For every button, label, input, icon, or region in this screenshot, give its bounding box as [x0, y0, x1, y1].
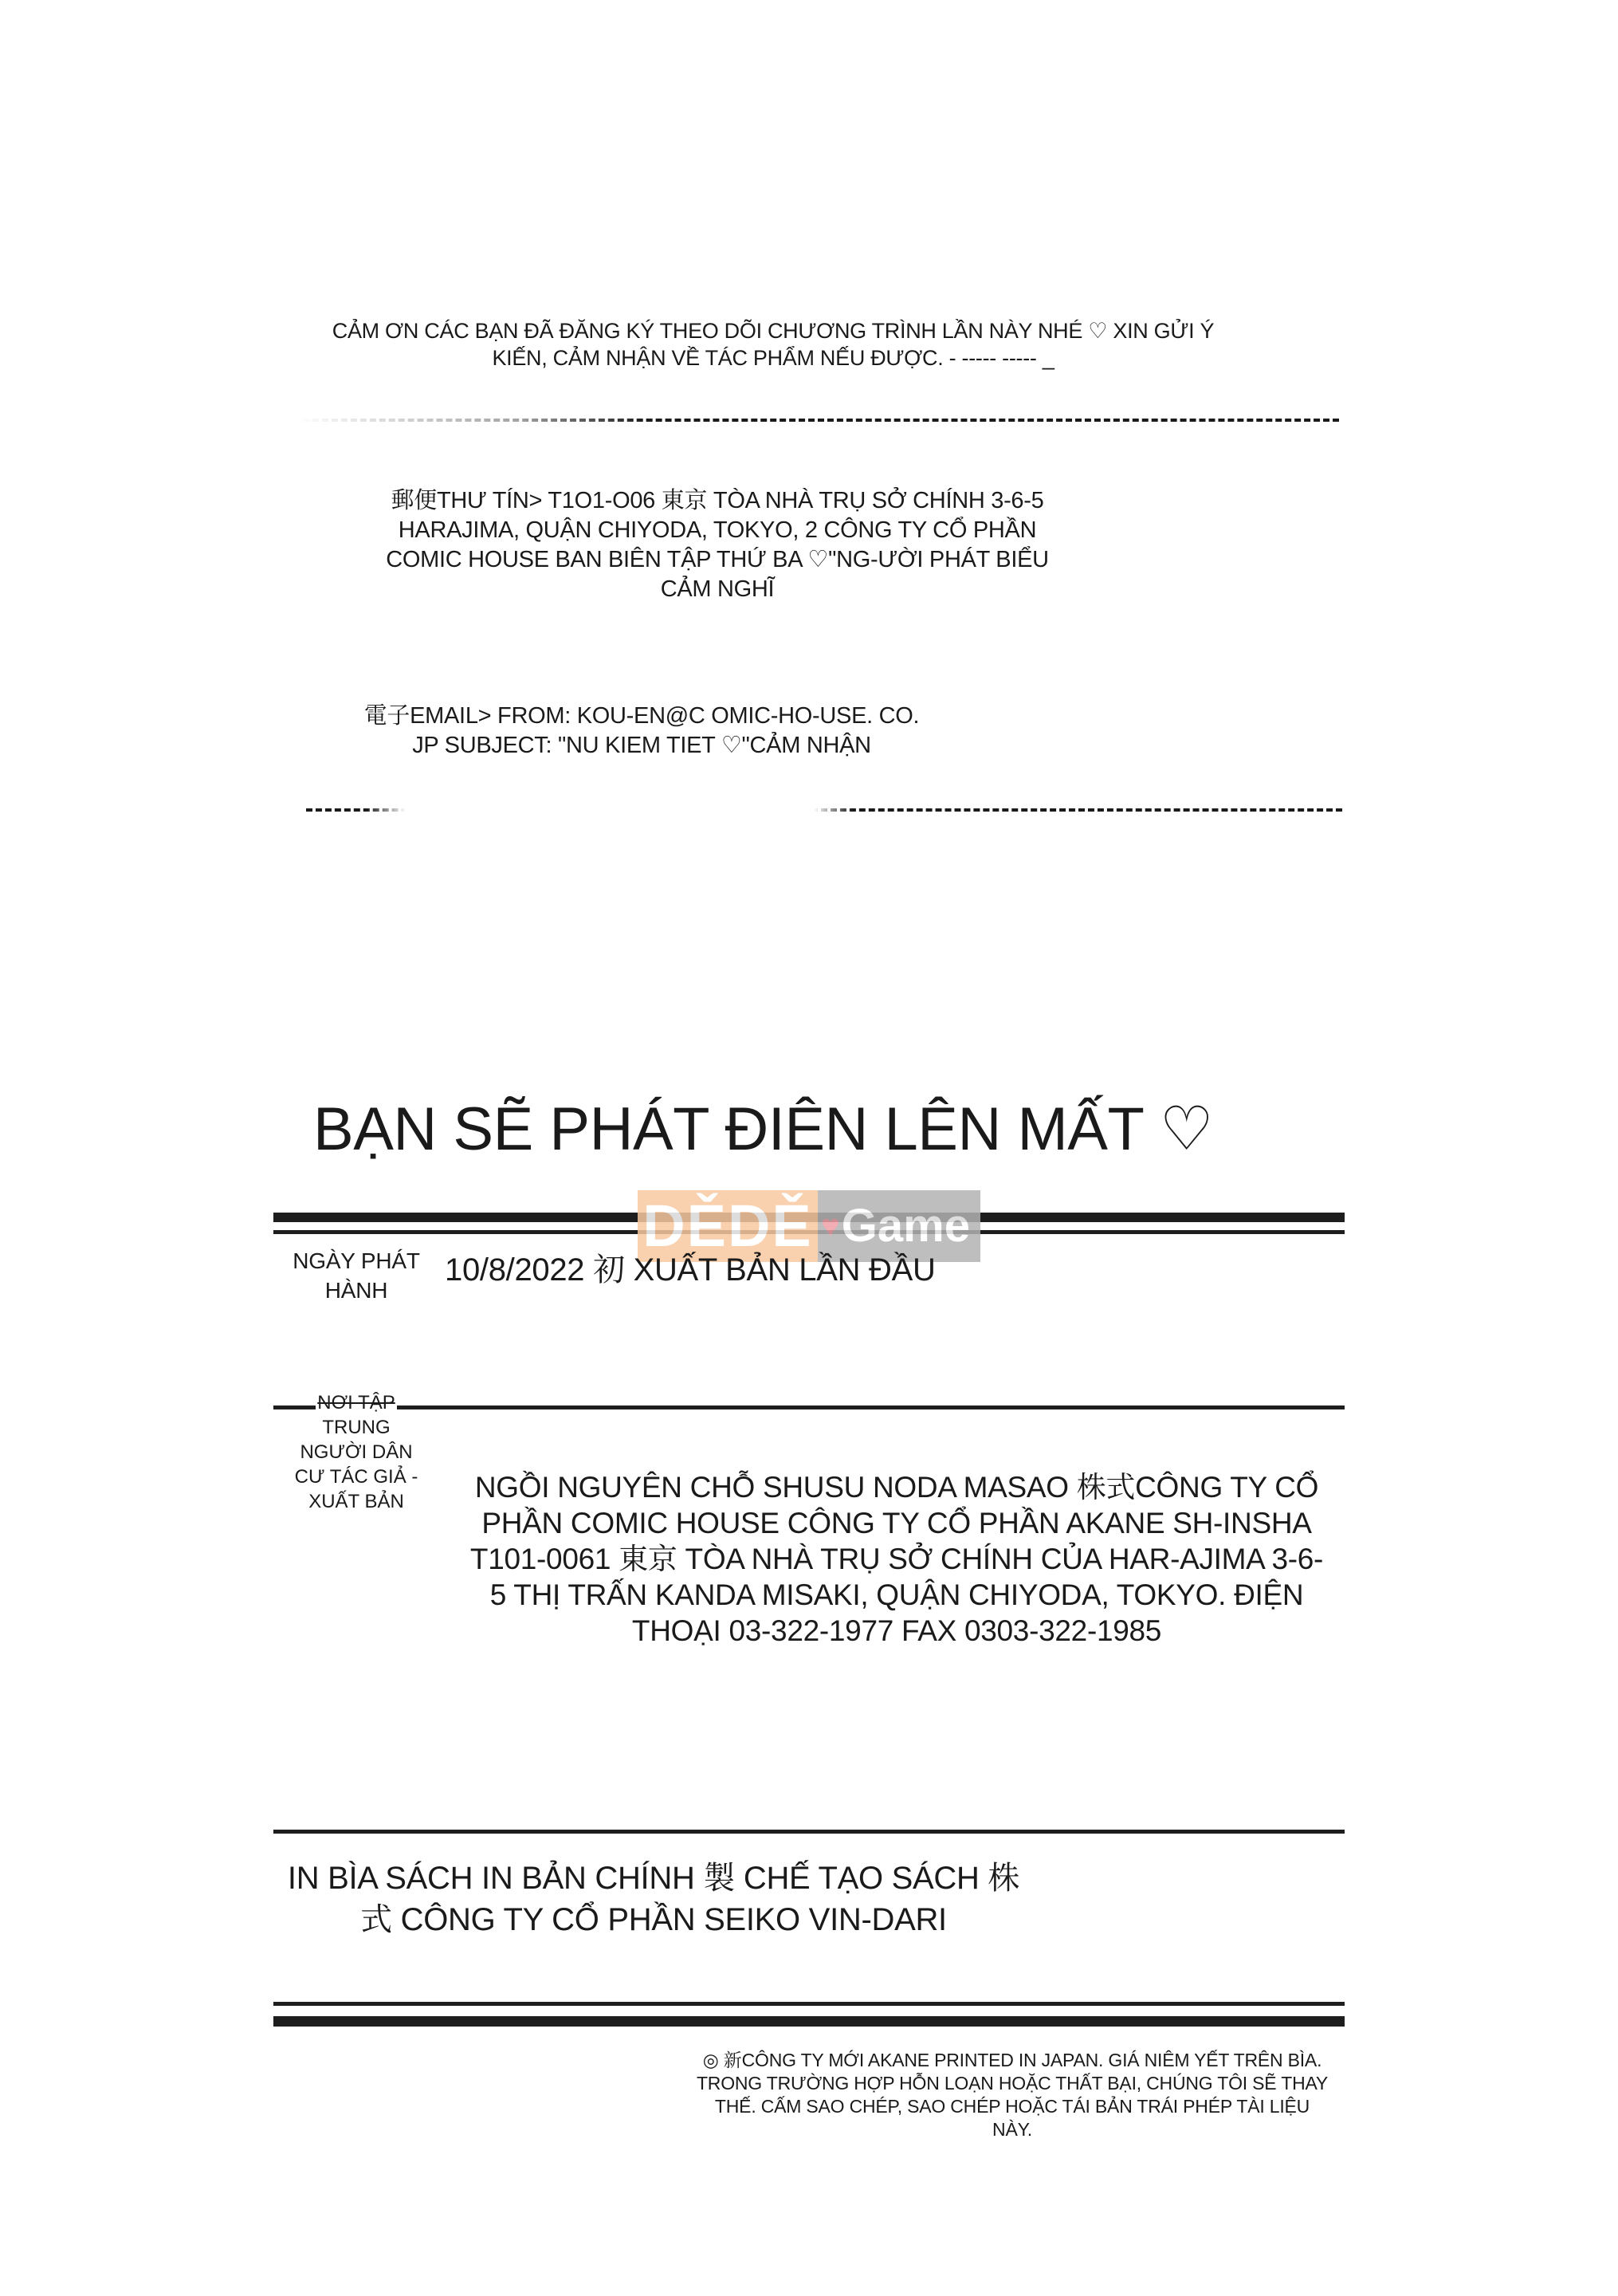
watermark-game-text: Game [841, 1200, 970, 1252]
rule-thick-bottom [273, 2016, 1345, 2027]
rule-middle [273, 1406, 1345, 1409]
printer-info: IN BÌA SÁCH IN BẢN CHÍNH 製 CHẾ TẠO SÁCH 株式 CÔNG TY CỔ PHẦN SEIKO VIN-DARI [287, 1861, 1020, 1937]
reader-thanks-note: CẢM ƠN CÁC BẠN ĐÃ ĐĂNG KÝ THEO DÕI CHƯƠNG TRÌNH LẦN NÀY NHÉ ♡ XIN GỬI Ý KIẾN, CẢM NHẬN VỀ TÁC PHẨM NẾU ĐƯỢC. - ----- ----- _ [332, 319, 1215, 370]
book-title: BẠN SẼ PHÁT ĐIÊN LÊN MẤT ♡ [313, 1095, 1214, 1163]
dashed-divider-fade [295, 411, 933, 427]
email-address-block: 電子EMAIL> FROM: KOU-EN@C OMIC-HO-USE. CO. JP SUBJECT: "NU KIEM TIET ♡"CẢM NHẬN [363, 703, 920, 758]
release-date-label: NGÀY PHÁT HÀNH [293, 1248, 420, 1303]
postal-address-block: 郵便THƯ TÍN> T1O1-O06 東京 TÒA NHÀ TRỤ SỞ CHÍNH 3-6-5 HARAJIMA, QUẬN CHIYODA, TOKYO, 2 CÔNG TY CỔ PHẦN COMIC HOUSE BAN BIÊN TẬP THỨ BA ♡"NG-ƯỜI PHÁT BIỂU CẢM NGHĨ [386, 488, 1049, 602]
publisher-label-first-line: NƠI TẬP [317, 1392, 395, 1413]
release-date-value: 10/8/2022 初 XUẤT BẢN LẦN ĐẦU [445, 1252, 936, 1288]
rule-thin-bottom [273, 2002, 1345, 2006]
dashed-divider-gap [367, 801, 853, 819]
publisher-label-rest: TRUNG NGƯỜI DÂN CƯ TÁC GIẢ - XUẤT BẢN [294, 1417, 418, 1512]
legal-notice: ◎ 新CÔNG TY MỚI AKANE PRINTED IN JAPAN. GIÁ NIÊM YẾT TRÊN BÌA. TRONG TRƯỜNG HỢP HỖN LOẠN HOẶC THẤT BẠI, CHÚNG TÔI SẼ THAY THẾ. CẤM SAO CHÉP, SAO CHÉP HOẶC TÁI BẢN TRÁI PHÉP TÀI LIỆU NÀY. [696, 2050, 1329, 2140]
publisher-info: NGỒI NGUYÊN CHỖ SHUSU NODA MASAO 株式CÔNG TY CỔ PHẦN COMIC HOUSE CÔNG TY CỔ PHẦN AKANE SH-INSHA T101-0061 東京 TÒA NHÀ TRỤ SỞ CHÍNH CỦA HAR-AJIMA 3-6-5 THỊ TRẤN KANDA MISAKI, QUẬN CHIYODA, TOKYO. ĐIỆN THOẠI 03-322-1977 FAX 0303-322-1985 [469, 1471, 1324, 1647]
publisher-label [289, 1390, 424, 1514]
watermark-brand-left: DĚDĚ [638, 1190, 818, 1262]
rule-above-printer [273, 1830, 1345, 1834]
heart-icon: ♥ [821, 1209, 840, 1244]
